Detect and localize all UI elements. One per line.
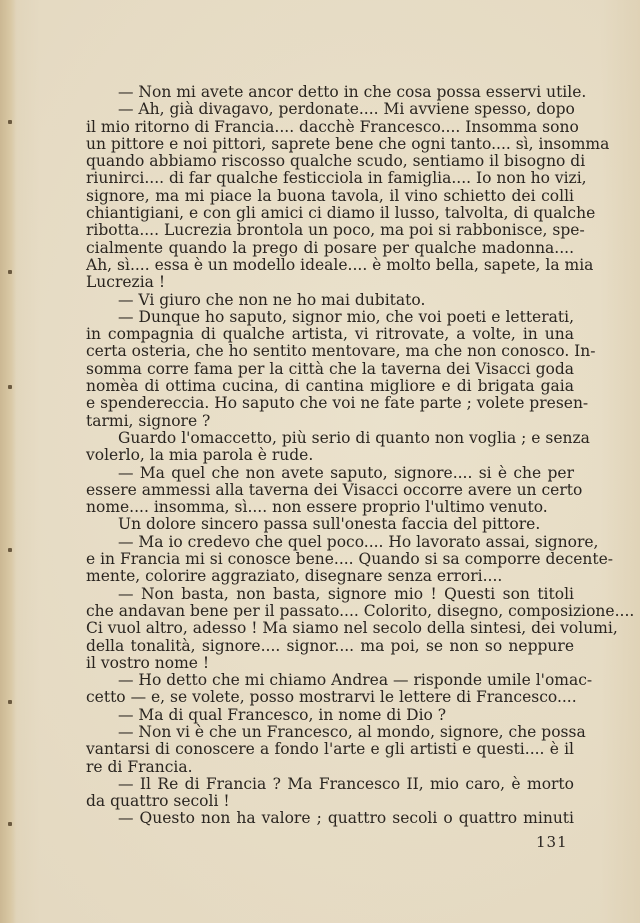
text-line: nome.... insomma, sì.... non essere proprio l'ultimo venuto.: [86, 498, 548, 517]
text-line: — Il Re di Francia ? Ma Francesco II, mio caro, è morto: [118, 774, 574, 793]
text-line: che andavan bene per il passato.... Colorito, disegno, composizione....: [86, 601, 635, 620]
page-gutter: [0, 0, 16, 923]
text-line: — Ho detto che mi chiamo Andrea — risponde umile l'omac-: [118, 671, 593, 690]
binding-mark: [8, 700, 12, 704]
text-line: da quattro secoli !: [86, 792, 230, 811]
text-line: essere ammessi alla taverna dei Visacci occorre avere un certo: [86, 480, 583, 499]
binding-mark: [8, 385, 12, 389]
text-line: — Ma io credevo che quel poco.... Ho lavorato assai, signore,: [118, 532, 599, 551]
text-line: ribotta.... Lucrezia brontola un poco, ma poi si rabbonisce, spe-: [86, 221, 585, 240]
binding-mark: [8, 270, 12, 274]
text-line: — Vi giuro che non ne ho mai dubitato.: [118, 290, 426, 309]
text-line: — Ma di qual Francesco, in nome di Dio ?: [118, 705, 447, 724]
text-line: somma corre fama per la città che la taverna dei Visacci goda: [86, 359, 574, 378]
text-line: riunirci.... di far qualche festicciola in famiglia.... Io non ho vizi,: [86, 169, 587, 188]
text-line: Ah, sì.... essa è un modello ideale.... è molto bella, sapete, la mia: [86, 255, 594, 274]
text-line: signore, ma mi piace la buona tavola, il vino schietto dei colli: [86, 186, 574, 205]
text-line: — Questo non ha valore ; quattro secoli o quattro minuti: [118, 809, 574, 828]
text-line: — Non basta, non basta, signore mio ! Questi son titoli: [118, 584, 574, 603]
page-number: 131: [536, 833, 568, 851]
text-line: nomèa di ottima cucina, di cantina migliore e di brigata gaia: [86, 377, 574, 396]
text-line: quando abbiamo riscosso qualche scudo, sentiamo il bisogno di: [86, 152, 586, 171]
text-line: vantarsi di conoscere a fondo l'arte e gli artisti e questi.... è il: [86, 740, 574, 759]
text-line: Un dolore sincero passa sull'onesta faccia del pittore.: [118, 515, 541, 534]
text-line: il mio ritorno di Francia.... dacchè Francesco.... Insomma sono: [86, 117, 579, 136]
text-line: il vostro nome !: [86, 653, 210, 672]
text-line: re di Francia.: [86, 757, 193, 776]
text-line: cialmente quando la prego di posare per qualche madonna....: [86, 238, 574, 257]
text-line: Guardo l'omaccetto, più serio di quanto non voglia ; e senza: [118, 428, 590, 447]
text-line: tarmi, signore ?: [86, 411, 211, 430]
text-line: Lucrezia !: [86, 273, 166, 292]
text-line: — Non vi è che un Francesco, al mondo, signore, che possa: [118, 722, 586, 741]
text-line: — Ah, già divagavo, perdonate.... Mi avviene spesso, dopo: [118, 100, 575, 119]
text-line: Ci vuol altro, adesso ! Ma siamo nel secolo della sintesi, dei volumi,: [86, 619, 618, 638]
text-line: e spendereccia. Ho saputo che voi ne fate parte ; volete presen-: [86, 394, 589, 413]
text-line: volerlo, la mia parola è rude.: [86, 446, 314, 465]
text-line: e in Francia mi si conosce bene.... Quando si sa comporre decente-: [86, 550, 614, 569]
text-line: — Dunque ho saputo, signor mio, che voi poeti e letterati,: [118, 307, 574, 326]
binding-mark: [8, 120, 12, 124]
body-text: [86, 83, 635, 828]
binding-mark: [8, 548, 12, 552]
text-line: chiantigiani, e con gli amici ci diamo il lusso, talvolta, di qualche: [86, 204, 596, 223]
text-line: della tonalità, signore.... signor.... ma poi, se non so neppure: [86, 636, 574, 655]
text-line: — Ma quel che non avete saputo, signore.... si è che per: [118, 463, 574, 482]
text-line: — Non mi avete ancor detto in che cosa possa esservi utile.: [118, 83, 587, 101]
text-line: in compagnia di qualche artista, vi ritrovate, a volte, in una: [86, 325, 574, 344]
text-line: un pittore e noi pittori, saprete bene che ogni tanto.... sì, insomma: [86, 134, 610, 153]
text-line: certa osteria, che ho sentito mentovare, ma che non conosco. In-: [86, 342, 596, 361]
binding-mark: [8, 822, 12, 826]
text-line: mente, colorire aggraziato, disegnare senza errori....: [86, 567, 503, 586]
text-line: cetto — e, se volete, posso mostrarvi le lettere di Francesco....: [86, 688, 577, 707]
